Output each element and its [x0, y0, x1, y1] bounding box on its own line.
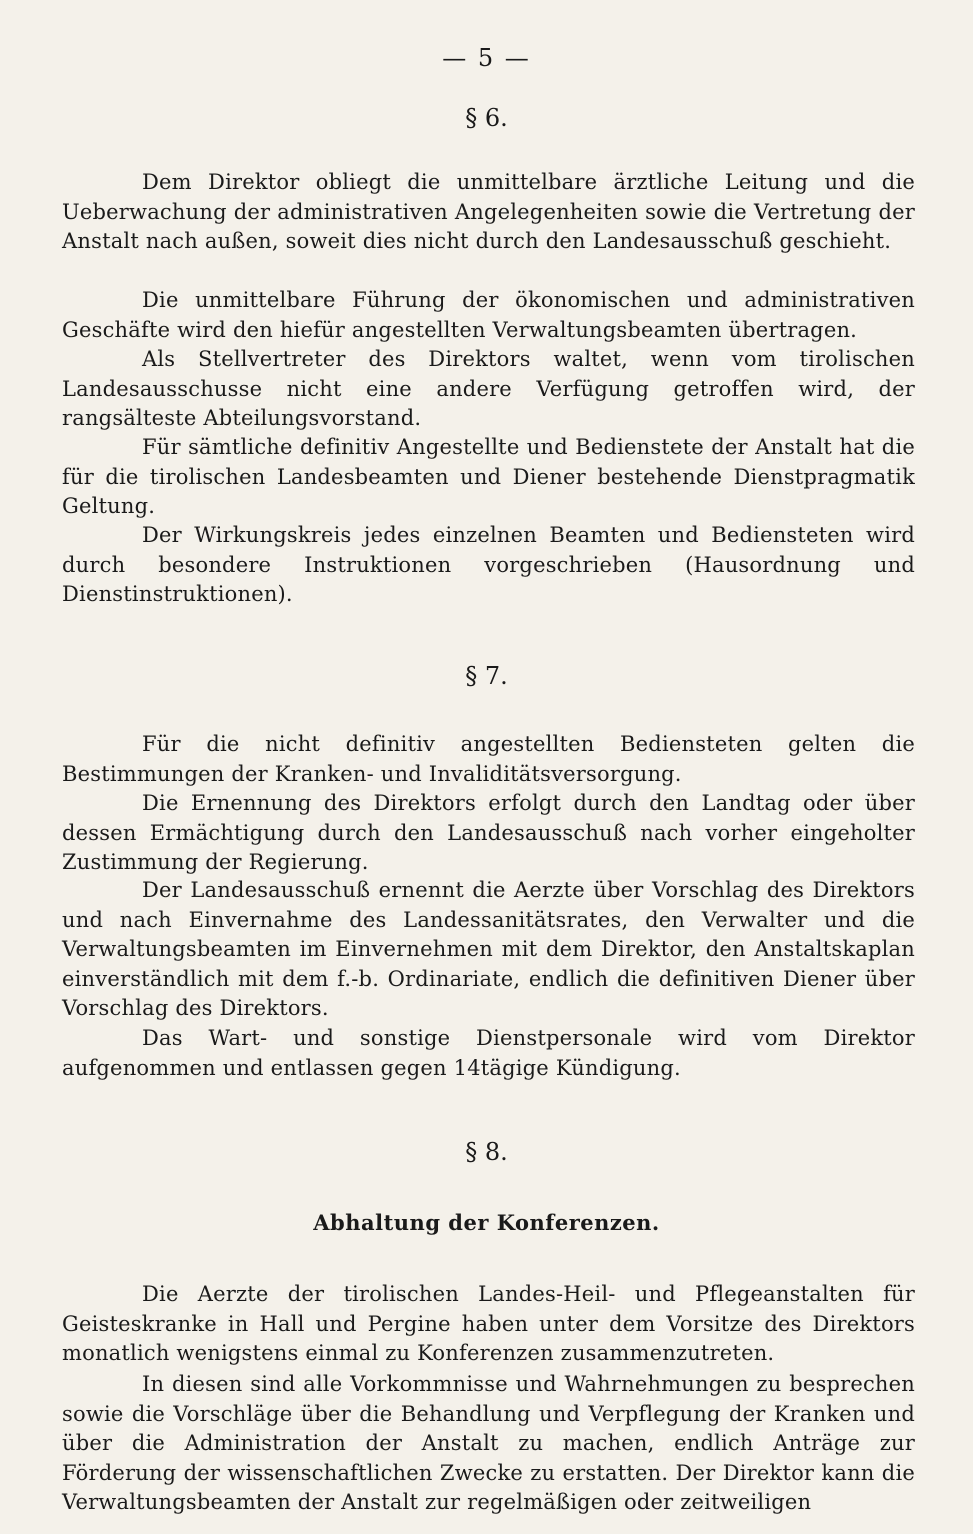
page-number: — 5 — [442, 44, 531, 72]
paragraph: In diesen sind alle Vorkommnisse und Wahrnehmungen zu besprechen sowie die Vorschläge über die Behandlung und Verpflegung der Kranken und über die Administration der Anstalt zu machen, endlich Anträge zur Förderung der wissenschaftlichen Zwecke zu erstatten. Der Direktor kann die Verwaltungsbeamten der Anstalt zur regelmäßigen oder zeitweiligen [62, 1372, 915, 1514]
paragraph: Der Landesausschuß ernennt die Aerzte über Vorschlag des Direktors und nach Einvernahme des Landessanitätsrates, den Verwalter und die Verwaltungsbeamten im Einvernehmen mit dem Direktor, den Anstaltskaplan einverständlich mit dem f.-b. Ordinariate, endlich die definitiven Diener über Vorschlag des Direktors. [62, 878, 915, 1020]
paragraph: Als Stellvertreter des Direktors waltet, wenn vom tirolischen Landesausschusse nicht eine andere Verfügung getroffen wird, der rangsälteste Abteilungsvorstand. [62, 347, 915, 430]
section-heading-8: § 8. [465, 1138, 508, 1166]
section-heading-7: § 7. [465, 662, 508, 690]
paragraph: Die Ernennung des Direktors erfolgt durch den Landtag oder über dessen Ermächtigung durch den Landesausschuß nach vorher eingeholter Zustimmung der Regierung. [62, 791, 915, 874]
paragraph: Die Aerzte der tirolischen Landes-Heil- und Pflegeanstalten für Geisteskranke in Hall und Pergine haben unter dem Vorsitze des Direktors monatlich wenigstens einmal zu Konferenzen zusammenzutreten. [62, 1282, 915, 1365]
paragraph: Der Wirkungskreis jedes einzelnen Beamten und Bediensteten wird durch besondere Instruktionen vorgeschrieben (Hausordnung und Dienstinstruktionen). [62, 523, 915, 606]
paragraph: Die unmittelbare Führung der ökonomischen und administrativen Geschäfte wird den hiefür angestellten Verwaltungsbeamten übertragen. [62, 288, 915, 342]
paragraph: Das Wart- und sonstige Dienstpersonale wird vom Direktor aufgenommen und entlassen gegen 14tägige Kündigung. [62, 1026, 915, 1080]
section-heading-6: § 6. [465, 104, 508, 132]
paragraph: Für sämtliche definitiv Angestellte und Bedienstete der Anstalt hat die für die tirolischen Landesbeamten und Diener bestehende Dienstpragmatik Geltung. [62, 435, 915, 518]
section-title: Abhaltung der Konferenzen. [313, 1210, 660, 1235]
paragraph: Für die nicht definitiv angestellten Bediensteten gelten die Bestimmungen der Kranken- und Invaliditätsversorgung. [62, 732, 915, 786]
paragraph: Dem Direktor obliegt die unmittelbare ärztliche Leitung und die Ueberwachung der administrativen Angelegenheiten sowie die Vertretung der Anstalt nach außen, soweit dies nicht durch den Landesausschuß geschieht. [62, 170, 915, 253]
